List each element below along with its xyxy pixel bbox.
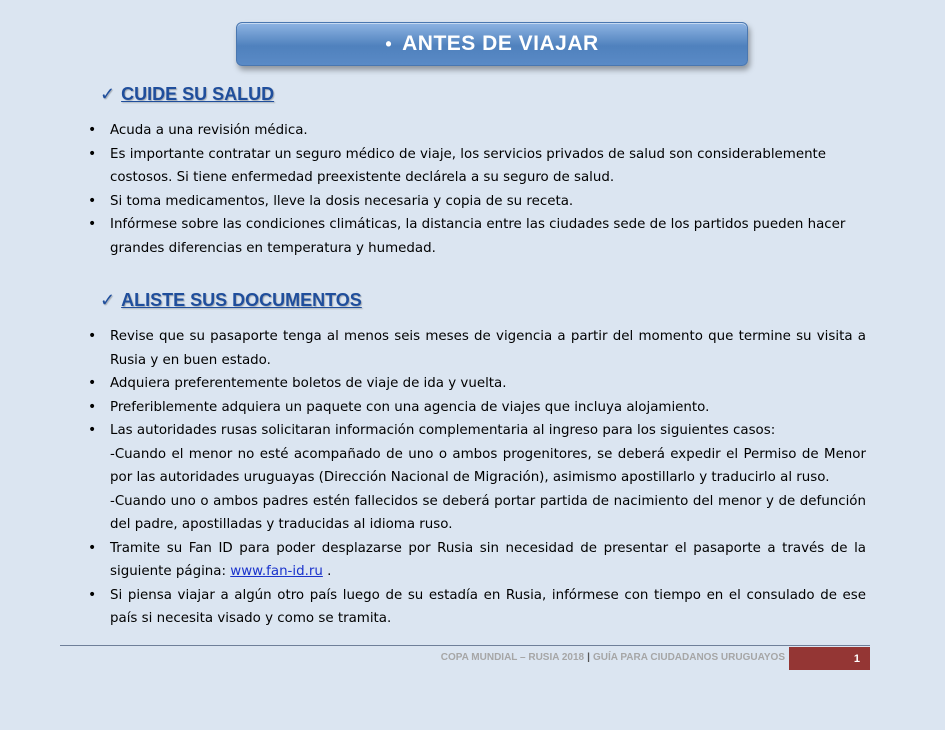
fan-id-link[interactable]: www.fan-id.ru: [230, 564, 323, 579]
list-item: • Si toma medicamentos, lleve la dosis necesaria y copia de su receta.: [88, 190, 866, 214]
section-heading-text: CUIDE SU SALUD: [121, 84, 275, 104]
list-item-text: Tramite su Fan ID para poder desplazarse por Rusia sin necesidad de presentar el pasaporte a través de la siguiente página:: [110, 540, 866, 579]
page-number: 1: [789, 647, 870, 670]
list-item: • Preferiblemente adquiera un paquete con una agencia de viajes que incluya alojamiento.: [88, 396, 866, 420]
footer-separator: |: [587, 652, 590, 663]
list-item-case: -Cuando uno o ambos padres estén fallecidos se deberá portar partida de nacimiento del menor y de defunción del padre, apostilladas y traducidas al idioma ruso.: [110, 493, 866, 532]
footer-right-text: GUÍA PARA CIUDADANOS URUGUAYOS: [592, 652, 785, 663]
section-heading-health: [100, 84, 274, 105]
section-heading-documents: [100, 290, 362, 311]
list-item-case: -Cuando el menor no esté acompañado de uno o ambos progenitores, se deberá expedir el Permiso de Menor por las autoridades uruguayas (Dirección Nacional de Migración), asimismo apostillarlo y traducirlo al ruso.: [110, 446, 866, 485]
list-item: • Si piensa viajar a algún otro país luego de su estadía en Rusia, infórmese con tiempo en el consulado de ese país si necesita visado y como se tramita.: [88, 584, 866, 631]
footer-left-text: COPA MUNDIAL – RUSIA 2018: [440, 652, 585, 663]
health-list: [88, 119, 866, 260]
banner-bullet: •: [385, 33, 393, 54]
section-heading-text: ALISTE SUS DOCUMENTOS: [121, 290, 362, 310]
list-item: • Es importante contratar un seguro médico de viaje, los servicios privados de salud son considerablemente costosos. Si tiene enfermedad preexistente declárela a su seguro de salud.: [88, 143, 866, 190]
banner-title: ANTES DE VIAJAR: [402, 32, 599, 55]
page-footer: [380, 652, 785, 663]
list-item: • Infórmese sobre las condiciones climáticas, la distancia entre las ciudades sede de los partidos pueden hacer grandes diferencias en temperatura y humedad.: [88, 213, 866, 260]
list-item: [88, 537, 866, 584]
page-banner: [236, 22, 748, 66]
list-item-tail: .: [322, 564, 332, 579]
list-item: • Adquiera preferentemente boletos de viaje de ida y vuelta.: [88, 372, 866, 396]
checkmark-icon: ✓: [100, 290, 116, 310]
documents-list: [88, 325, 866, 631]
list-item: • Acuda a una revisión médica.: [88, 119, 866, 143]
footer-divider: [60, 645, 870, 646]
list-item: • Revise que su pasaporte tenga al menos seis meses de vigencia a partir del momento que termine su visita a Rusia y en buen estado.: [88, 325, 866, 372]
list-item-intro: • Las autoridades rusas solicitaran información complementaria al ingreso para los siguientes casos:: [110, 423, 776, 438]
list-item: [88, 419, 866, 537]
checkmark-icon: ✓: [100, 84, 116, 104]
